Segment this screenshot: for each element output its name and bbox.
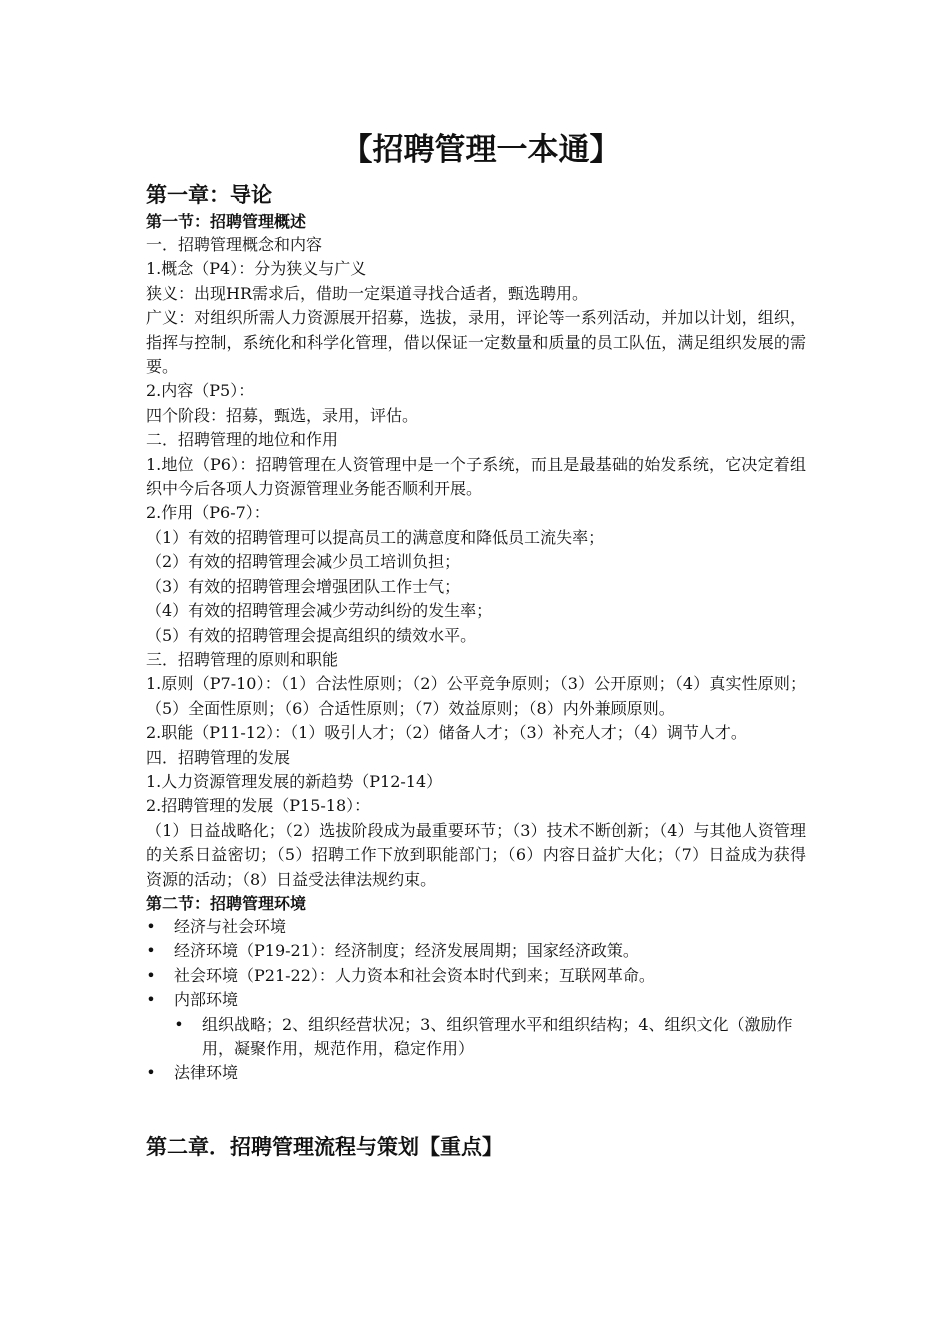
list-item <box>146 1061 806 1085</box>
list-item-text: 法律环境 <box>174 1063 239 1083</box>
document-title: 【招聘管理一本通】 <box>341 132 621 168</box>
paragraph: 三．招聘管理的原则和职能 <box>146 649 339 669</box>
paragraph: （1）有效的招聘管理可以提高员工的满意度和降低员工流失率； <box>146 527 605 547</box>
section-2-heading: 第二节：招聘管理环境 <box>146 893 307 913</box>
internal-environment-sublist <box>174 1013 806 1062</box>
bullet-icon: • <box>146 990 156 1010</box>
environment-list <box>146 915 806 1013</box>
paragraph: 广义：对组织所需人力资源展开招募，选拔，录用，评论等一系列活动，并加以计划，组织，指挥与控制，系统化和科学化管理，借以保证一定数量和质量的员工队伍，满足组织发展的需要。 <box>146 308 806 377</box>
list-item <box>146 915 806 939</box>
paragraph: 狭义：出现HR需求后，借助一定渠道寻找合适者，甄选聘用。 <box>146 283 589 303</box>
chapter-1-heading: 第一章：导论 <box>146 182 272 207</box>
paragraph: 2.作用（P6-7）： <box>146 503 270 523</box>
environment-list-continued <box>146 1061 806 1085</box>
paragraph: 2.招聘管理的发展（P15-18）： <box>146 796 371 816</box>
list-item-text: 经济与社会环境 <box>174 916 287 936</box>
paragraph: 四．招聘管理的发展 <box>146 747 291 767</box>
paragraph: 二．招聘管理的地位和作用 <box>146 430 339 450</box>
list-item <box>174 1013 806 1062</box>
paragraph: 四个阶段：招募，甄选，录用，评估。 <box>146 405 419 425</box>
bullet-icon: • <box>146 941 156 961</box>
paragraph: 1.人力资源管理发展的新趋势（P12-14） <box>146 771 443 791</box>
document-body <box>146 130 806 1162</box>
list-item <box>146 988 806 1012</box>
paragraph: （4）有效的招聘管理会减少劳动纠纷的发生率； <box>146 601 493 621</box>
chapter-2-heading: 第二章．招聘管理流程与策划【重点】 <box>146 1133 503 1159</box>
paragraph: 2.内容（P5）： <box>146 381 255 401</box>
paragraph: 1.原则（P7-10）：（1）合法性原则；（2）公平竞争原则；（3）公开原则；（4）真实性原则；（5）全面性原则；（6）合适性原则；（7）效益原则；（8）内外兼顾原则。 <box>146 674 806 718</box>
bullet-icon: • <box>146 1063 156 1083</box>
paragraph: （3）有效的招聘管理会增强团队工作士气； <box>146 576 461 596</box>
list-item-text: 经济环境（P19-21）：经济制度；经济发展周期；国家经济政策。 <box>174 941 639 961</box>
paragraph: 1.概念（P4）：分为狭义与广义 <box>146 259 367 279</box>
list-item-text: 社会环境（P21-22）：人力资本和社会资本时代到来；互联网革命。 <box>174 965 655 985</box>
spacer <box>146 1086 806 1132</box>
list-item <box>146 939 806 963</box>
bullet-icon: • <box>146 916 156 936</box>
paragraph: 2.职能（P11-12）：（1）吸引人才；（2）储备人才；（3）补充人才；（4）调节人才。 <box>146 723 747 743</box>
list-item-text: 组织战略；2、组织经营状况；3、组织管理水平和组织结构；4、组织文化（激励作用，凝聚作用，规范作用，稳定作用） <box>202 1014 793 1058</box>
paragraph: 1.地位（P6）：招聘管理在人资管理中是一个子系统，而且是最基础的始发系统，它决定着组织中今后各项人力资源管理业务能否顺利开展。 <box>146 454 806 499</box>
section-1-body <box>146 233 806 892</box>
bullet-icon: • <box>146 965 156 985</box>
paragraph: 一．招聘管理概念和内容 <box>146 235 323 254</box>
section-1-heading: 第一节：招聘管理概述 <box>146 212 307 231</box>
list-item-text: 内部环境 <box>174 990 239 1010</box>
bullet-icon: • <box>174 1014 184 1034</box>
paragraph: （1）日益战略化；（2）选拔阶段成为最重要环节；（3）技术不断创新；（4）与其他人资管理的关系日益密切；（5）招聘工作下放到职能部门；（6）内容日益扩大化；（7）日益成为获得资源的活动；（8）日益受法律法规约束。 <box>146 820 806 889</box>
paragraph: （2）有效的招聘管理会减少员工培训负担； <box>146 552 461 572</box>
list-item <box>146 964 806 988</box>
paragraph: （5）有效的招聘管理会提高组织的绩效水平。 <box>146 625 477 645</box>
